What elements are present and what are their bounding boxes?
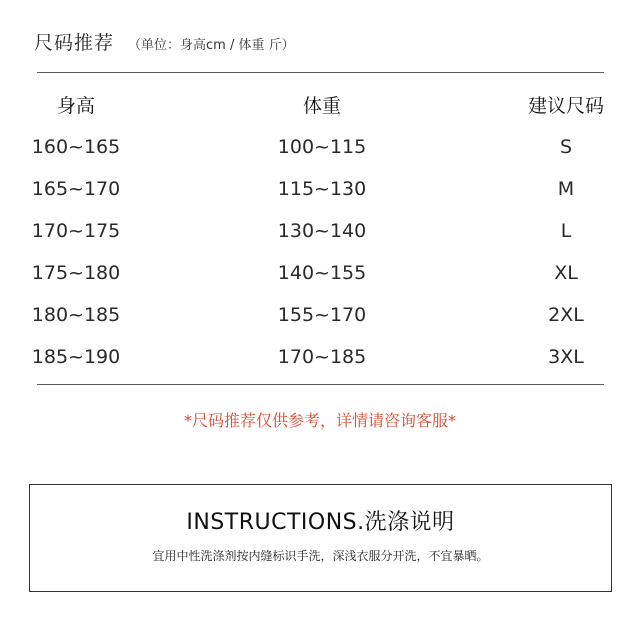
size-header: [34, 28, 295, 56]
table-row: [0, 252, 640, 294]
height-cell: 185~190: [31, 346, 121, 368]
size-cell: L: [560, 220, 572, 242]
table-row: [0, 294, 640, 336]
size-cell: 3XL: [548, 346, 584, 368]
table-row: [0, 126, 640, 168]
size-cell: S: [559, 136, 573, 158]
weight-cell: 140~155: [277, 262, 367, 284]
weight-cell: 100~115: [277, 136, 367, 158]
size-cell: M: [557, 178, 575, 200]
column-header-height: 身高: [56, 94, 95, 117]
table-header-row: [0, 82, 640, 126]
size-cell: XL: [554, 262, 578, 284]
size-table: [0, 82, 640, 378]
column-header-size: 建议尺码: [527, 94, 604, 117]
table-row: [0, 336, 640, 378]
size-cell: 2XL: [548, 304, 584, 326]
table-row: [0, 210, 640, 252]
disclaimer-note: *尺码推荐仅供参考，详情请咨询客服*: [183, 411, 456, 430]
weight-cell: 170~185: [277, 346, 367, 368]
height-cell: 165~170: [31, 178, 121, 200]
table-row: [0, 168, 640, 210]
instructions-text: 宜用中性洗涤剂按内缝标识手洗，深浅衣服分开洗，不宜暴晒。: [152, 549, 489, 563]
height-cell: 180~185: [31, 304, 121, 326]
weight-cell: 115~130: [277, 178, 367, 200]
weight-cell: 130~140: [277, 220, 367, 242]
instructions-title: INSTRUCTIONS.洗涤说明: [186, 510, 455, 535]
instructions-box: [29, 484, 612, 592]
weight-cell: 155~170: [277, 304, 367, 326]
bottom-divider: [37, 384, 604, 385]
unit-note: （单位：身高cm / 体重 斤）: [128, 38, 295, 53]
height-cell: 170~175: [31, 220, 121, 242]
height-cell: 160~165: [31, 136, 121, 158]
top-divider: [37, 72, 604, 73]
height-cell: 175~180: [31, 262, 121, 284]
page-title: 尺码推荐: [34, 32, 115, 54]
column-header-weight: 体重: [302, 94, 341, 117]
